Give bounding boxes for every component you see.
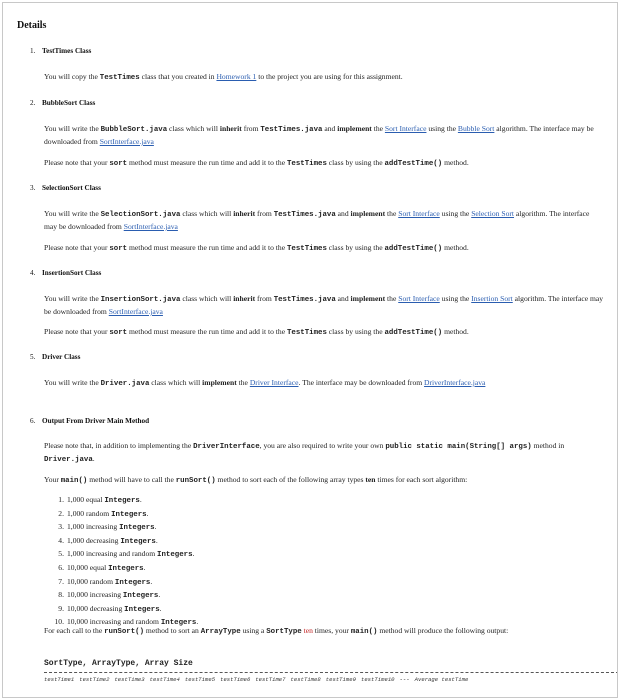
driver-interface-link[interactable]: Driver Interface [249, 378, 299, 387]
list-item: 1. 1,000 equal Integers. [58, 495, 142, 505]
driverinterface-download-link[interactable]: DriverInterface.java [424, 378, 486, 387]
section-heading-selectionsort: 3. SelectionSort Class [30, 184, 101, 192]
output-intro-paragraph: Please note that, in addition to implementing the DriverInterface, you are also required to write your own public static main(String[] args) method in Driver.java. [44, 441, 565, 464]
output-times-row: testTime1 testTime2 testTime3 testTime4 testTime5 testTime6 testTime7 testTime8 testTime9 testTime10 --- Average testTime [44, 676, 469, 683]
sortinterface-download-link[interactable]: SortInterface.java [108, 307, 163, 316]
page-title: Details [17, 20, 47, 31]
list-item: 7. 10,000 random Integers. [58, 576, 153, 587]
list-item: 5. 1,000 increasing and random Integers. [58, 549, 195, 560]
list-item: 4. 1,000 decreasing Integers. [58, 535, 158, 546]
selectionsort-note: Please note that your sort method must measure the run time and add it to the TestTimes class by using the addTestTime() method. [44, 243, 469, 253]
list-item: 8. 10,000 increasing Integers. [58, 590, 161, 601]
insertionsort-paragraph: You will write the InsertionSort.java class which will inherit from TestTimes.java and implement the Sort Interface using the Insertion Sort algorithm. The interface may be downloaded from SortInterface.java [44, 294, 604, 316]
output-header-line: SortType, ArrayType, Array Size [44, 659, 193, 668]
main-method-paragraph: Your main() method will have to call the runSort() method to sort each of the following array types ten times for each sort algorithm: [44, 475, 468, 485]
list-item: 10. 10,000 increasing and random Integers. [54, 617, 199, 628]
selection-sort-link[interactable]: Selection Sort [471, 209, 515, 218]
dashed-divider [44, 672, 618, 673]
section-heading-testtimes: 1. TestTimes Class [30, 47, 92, 55]
sort-interface-link[interactable]: Sort Interface [384, 124, 427, 133]
bubble-sort-link[interactable]: Bubble Sort [457, 124, 495, 133]
bubblesort-note: Please note that your sort method must measure the run time and add it to the TestTimes class by using the addTestTime() method. [44, 158, 469, 168]
insertion-sort-link[interactable]: Insertion Sort [471, 294, 513, 303]
section-heading-driver: 5. Driver Class [30, 353, 81, 361]
testtimes-paragraph: You will copy the TestTimes class that you created in Homework 1 to the project you are using for this assignment. [44, 72, 403, 82]
list-item: 2. 1,000 random Integers. [58, 508, 149, 519]
list-item: 3. 1,000 increasing Integers. [58, 522, 157, 533]
sortinterface-download-link[interactable]: SortInterface.java [123, 222, 178, 231]
bubblesort-paragraph: You will write the BubbleSort.java class which will inherit from TestTimes.java and implement the Sort Interface using the Bubble Sort algorithm. The interface may be downloaded from SortInterface.java [44, 124, 594, 146]
output-format-paragraph: For each call to the runSort() method to sort an ArrayType using a SortType ten times, your main() method will produce the following output: [44, 626, 509, 636]
section-heading-insertionsort: 4. InsertionSort Class [30, 269, 102, 277]
insertionsort-note: Please note that your sort method must measure the run time and add it to the TestTimes class by using the addTestTime() method. [44, 327, 469, 337]
sort-interface-link[interactable]: Sort Interface [398, 209, 440, 218]
section-heading-bubblesort: 2. BubbleSort Class [30, 99, 96, 107]
sort-interface-link[interactable]: Sort Interface [398, 294, 440, 303]
section-heading-output: 6. Output From Driver Main Method [30, 417, 150, 425]
assignment-details-panel [2, 2, 618, 698]
list-item: 6. 10,000 equal Integers. [58, 562, 146, 573]
array-types-list [44, 494, 198, 630]
homework-1-link[interactable]: Homework 1 [216, 72, 257, 81]
list-item: 9. 10,000 decreasing Integers. [58, 603, 162, 614]
driver-paragraph: You will write the Driver.java class which will implement the Driver Interface. The interface may be downloaded from DriverInterface.java [44, 378, 486, 388]
selectionsort-paragraph: You will write the SelectionSort.java class which will inherit from TestTimes.java and implement the Sort Interface using the Selection Sort algorithm. The interface may be downloaded from SortInterface.java [44, 209, 590, 231]
sortinterface-download-link[interactable]: SortInterface.java [99, 137, 154, 146]
